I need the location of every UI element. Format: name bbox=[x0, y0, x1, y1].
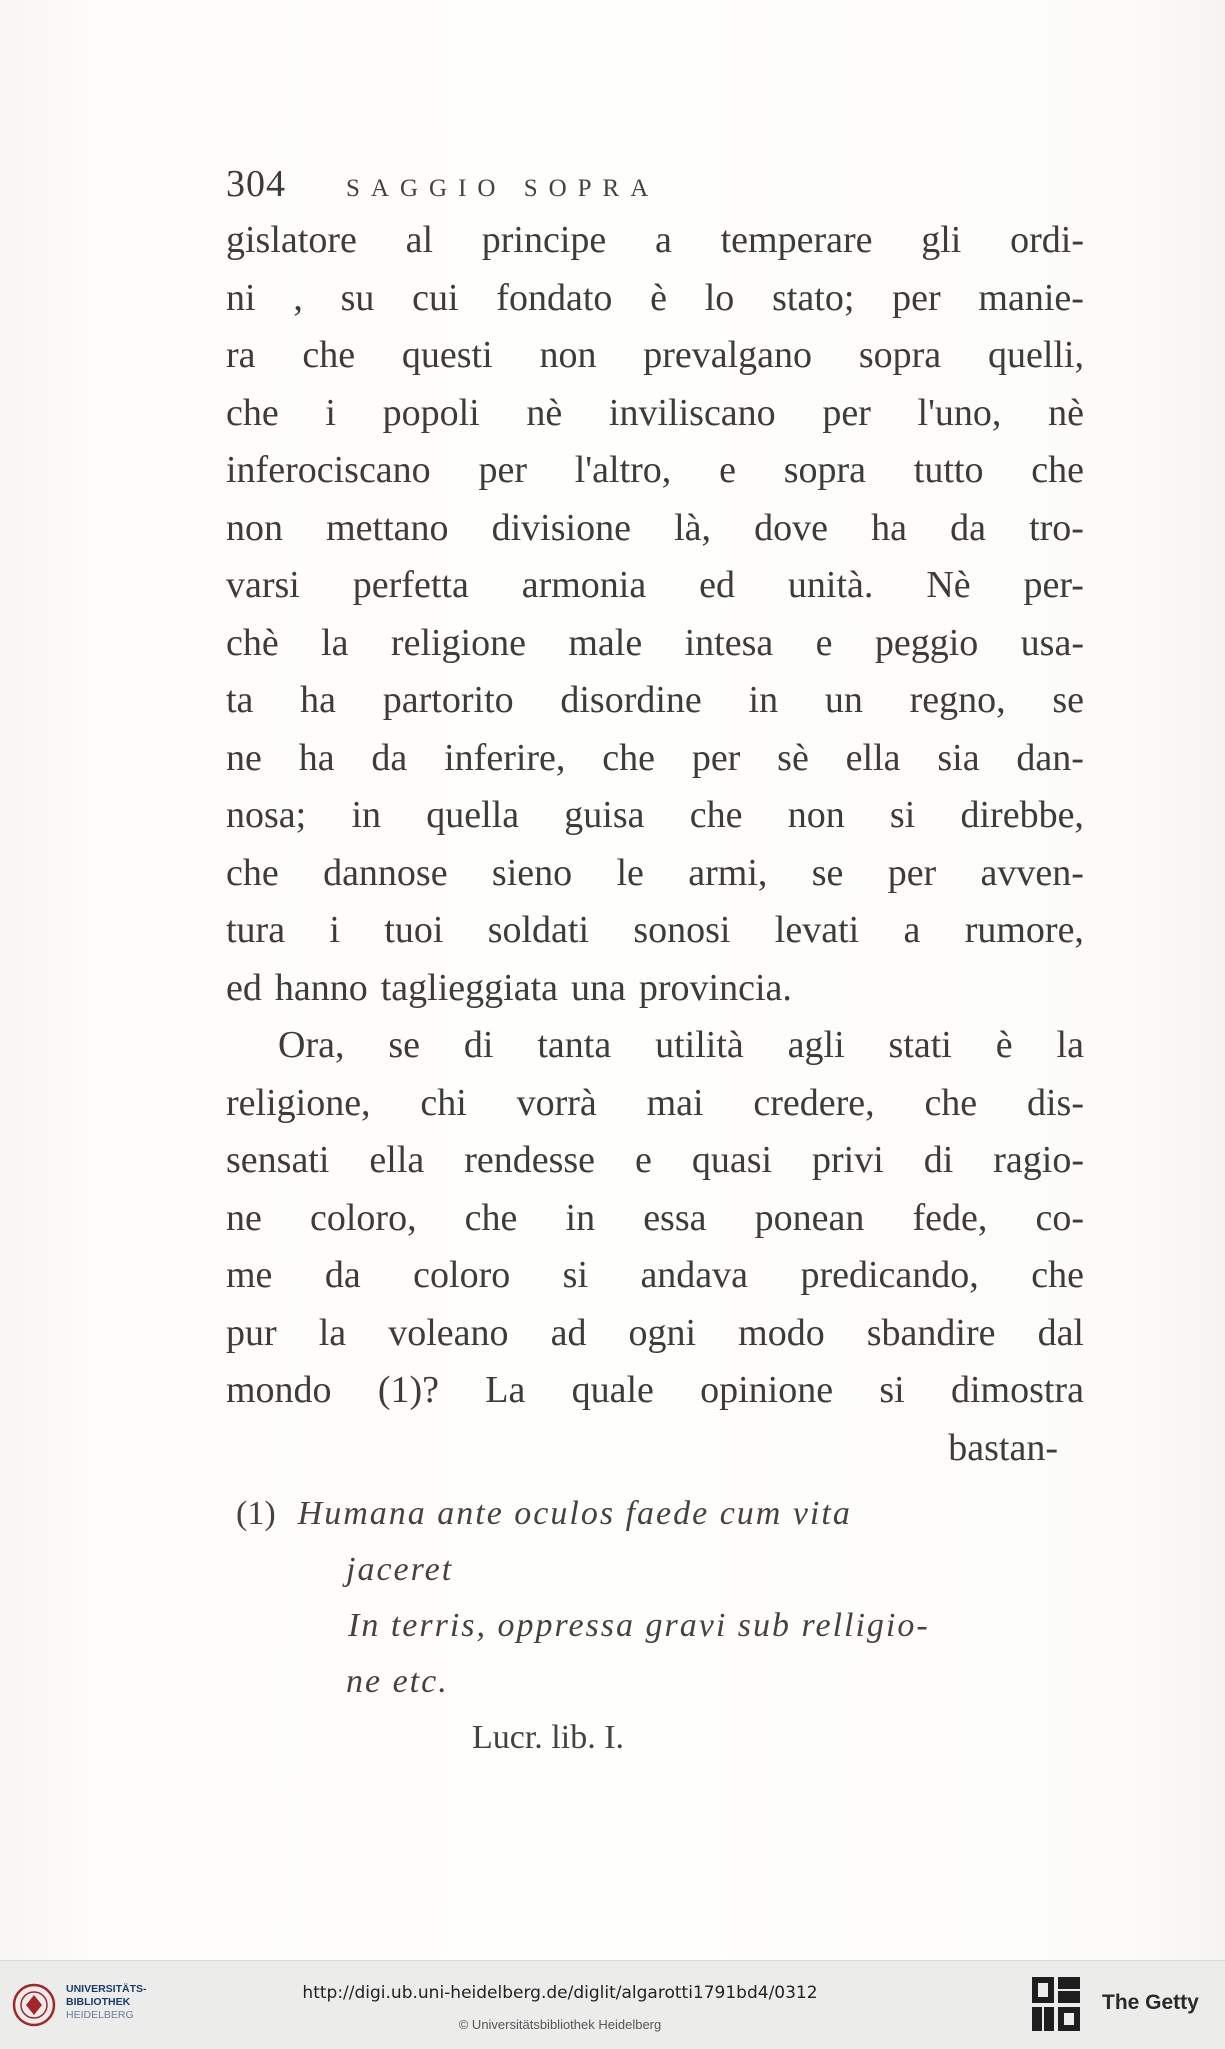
word: nè bbox=[526, 391, 563, 434]
word: agli bbox=[787, 1024, 845, 1066]
word: ed bbox=[699, 564, 736, 606]
word: inferire, bbox=[444, 736, 566, 779]
running-head bbox=[226, 162, 1084, 218]
university-seal-icon bbox=[12, 1983, 56, 2027]
word: partorito bbox=[382, 679, 514, 721]
word: perfetta bbox=[352, 564, 469, 606]
word: male bbox=[568, 621, 643, 664]
word: dove bbox=[754, 506, 828, 549]
word: sopra bbox=[783, 449, 867, 491]
word: lo bbox=[704, 276, 735, 319]
word: popoli bbox=[382, 391, 480, 434]
word: disordine bbox=[560, 679, 702, 721]
word: principe bbox=[481, 219, 607, 261]
word: rumore, bbox=[964, 909, 1084, 951]
word: al bbox=[405, 219, 434, 261]
word: stati bbox=[888, 1024, 952, 1066]
word: per bbox=[478, 449, 527, 491]
partner-name: The Getty bbox=[1102, 1991, 1199, 2014]
word: tro- bbox=[1029, 506, 1084, 549]
footnote-text: Humana ante oculos faede cum vita bbox=[297, 1495, 852, 1532]
word: per bbox=[892, 276, 941, 319]
word: inferociscano bbox=[226, 449, 431, 491]
text-line bbox=[226, 1132, 1084, 1190]
word: mondo bbox=[226, 1369, 332, 1411]
word: un bbox=[824, 679, 863, 721]
word: dal bbox=[1037, 1311, 1084, 1354]
word: per bbox=[691, 736, 741, 779]
footnote bbox=[236, 1486, 1086, 1766]
word: varsi bbox=[226, 564, 300, 606]
word: provincia. bbox=[638, 966, 792, 1009]
page-number: 304 bbox=[226, 163, 286, 205]
running-title: SAGGIO SOPRA bbox=[346, 175, 660, 202]
word: che bbox=[302, 334, 356, 376]
word: tura bbox=[226, 909, 286, 951]
word: hanno bbox=[274, 966, 368, 1009]
word: mai bbox=[646, 1081, 704, 1124]
word: religione, bbox=[226, 1081, 371, 1124]
word: sbandire bbox=[866, 1311, 996, 1354]
text-line bbox=[226, 270, 1084, 328]
text-line bbox=[226, 212, 1084, 270]
text-line bbox=[226, 787, 1084, 845]
word: unità. bbox=[787, 564, 874, 606]
word: non bbox=[226, 506, 283, 549]
word: la bbox=[1056, 1024, 1084, 1066]
text-line bbox=[226, 1247, 1084, 1305]
word: prevalgano bbox=[643, 334, 813, 376]
word: ha bbox=[300, 679, 337, 721]
word: da bbox=[324, 1254, 361, 1296]
word: ed bbox=[226, 966, 262, 1009]
word: me bbox=[226, 1254, 273, 1296]
word: predicando, bbox=[800, 1254, 979, 1296]
word: dan- bbox=[1016, 736, 1084, 779]
word: essa bbox=[643, 1196, 707, 1239]
word: si bbox=[889, 794, 916, 836]
footnote-mark: (1) bbox=[236, 1495, 276, 1532]
word: rendesse bbox=[464, 1139, 596, 1181]
text-line bbox=[226, 672, 1084, 730]
word: temperare bbox=[720, 219, 873, 261]
word: usa- bbox=[1020, 621, 1084, 664]
word: che bbox=[1031, 449, 1084, 491]
word: gislatore bbox=[226, 219, 357, 261]
footnote-line bbox=[236, 1654, 1086, 1710]
word: che bbox=[602, 736, 655, 779]
footnote-line bbox=[236, 1598, 1086, 1654]
word: peggio bbox=[874, 621, 979, 664]
word: e bbox=[815, 621, 833, 664]
word: in bbox=[565, 1196, 596, 1239]
word: che bbox=[464, 1196, 518, 1239]
text-line bbox=[226, 327, 1084, 385]
text-line bbox=[226, 730, 1084, 788]
footnote-line bbox=[236, 1486, 1086, 1542]
word: credere, bbox=[753, 1081, 875, 1124]
word: in bbox=[351, 794, 381, 836]
word: ella bbox=[369, 1139, 425, 1181]
word: Nè bbox=[926, 564, 971, 606]
word: coloro bbox=[413, 1254, 511, 1296]
word: direbbe, bbox=[960, 794, 1084, 836]
word: coloro, bbox=[309, 1196, 417, 1239]
word: da bbox=[371, 736, 408, 779]
word: La bbox=[485, 1369, 526, 1411]
text-line bbox=[226, 500, 1084, 558]
word: l'uno, bbox=[917, 391, 1002, 434]
word: dannose bbox=[323, 851, 448, 894]
word: l'altro, bbox=[574, 449, 672, 491]
word: su bbox=[340, 276, 375, 319]
word: (1)? bbox=[377, 1369, 439, 1411]
word: armonia bbox=[521, 564, 647, 606]
word: ordi- bbox=[1010, 219, 1084, 261]
word: di bbox=[463, 1024, 494, 1066]
word: ogni bbox=[628, 1311, 697, 1354]
word: ra bbox=[226, 334, 256, 376]
word: sia bbox=[937, 736, 980, 779]
word: ad bbox=[550, 1311, 587, 1354]
text-line bbox=[226, 557, 1084, 615]
word: i bbox=[329, 909, 340, 951]
word: nè bbox=[1048, 391, 1084, 434]
word: soldati bbox=[487, 909, 590, 951]
text-line bbox=[226, 1075, 1084, 1133]
getty-logo-icon bbox=[1030, 1975, 1082, 2033]
footnote-line bbox=[236, 1542, 1086, 1598]
word: per bbox=[822, 391, 871, 434]
footnote-source-text: Lucr. lib. I. bbox=[472, 1719, 625, 1756]
text-line bbox=[226, 1017, 1084, 1075]
word: i bbox=[325, 391, 336, 434]
viewer-footer bbox=[0, 1960, 1225, 2049]
word: questi bbox=[401, 334, 493, 376]
word: inviliscano bbox=[608, 391, 776, 434]
word: le bbox=[616, 851, 644, 894]
word: sonosi bbox=[633, 909, 731, 951]
word: ta bbox=[226, 679, 254, 721]
word: a bbox=[903, 909, 921, 951]
word: se bbox=[388, 1024, 421, 1066]
word: una bbox=[571, 966, 626, 1009]
word: è bbox=[650, 276, 667, 319]
word: la bbox=[318, 1311, 347, 1354]
catchword: bastan- bbox=[948, 1426, 1058, 1469]
word: cui bbox=[412, 276, 459, 319]
body-text bbox=[226, 212, 1084, 1477]
copyright-notice: © Universitätsbibliothek Heidelberg bbox=[458, 2017, 662, 2032]
footnote-text: ne etc. bbox=[346, 1663, 449, 1700]
word: tutto bbox=[913, 449, 984, 491]
text-line bbox=[226, 442, 1084, 500]
word: che bbox=[1031, 1254, 1084, 1296]
word: quella bbox=[426, 794, 520, 836]
word: pur bbox=[226, 1311, 277, 1354]
word: ne bbox=[226, 1196, 262, 1239]
word: avven- bbox=[980, 851, 1084, 894]
word: voleano bbox=[388, 1311, 509, 1354]
word: da bbox=[950, 506, 986, 549]
word: che bbox=[689, 794, 743, 836]
library-name: UNIVERSITÄTS- BIBLIOTHEK HEIDELBERG bbox=[66, 1983, 147, 2021]
word: si bbox=[879, 1369, 905, 1411]
word: la bbox=[321, 621, 349, 664]
word: e bbox=[719, 449, 736, 491]
text-line bbox=[226, 902, 1084, 960]
text-line bbox=[226, 960, 1084, 1018]
word: di bbox=[923, 1139, 954, 1181]
word: chi bbox=[420, 1081, 467, 1124]
text-line bbox=[226, 845, 1084, 903]
word: per bbox=[887, 851, 937, 894]
word: sensati bbox=[226, 1139, 330, 1181]
word: andava bbox=[640, 1254, 749, 1296]
word: ella bbox=[845, 736, 901, 779]
text-line bbox=[226, 1190, 1084, 1248]
word: dis- bbox=[1026, 1081, 1084, 1124]
text-line bbox=[226, 1362, 1084, 1420]
word: ha bbox=[871, 506, 907, 549]
word: manie- bbox=[978, 276, 1084, 319]
word: è bbox=[995, 1024, 1013, 1066]
word: là, bbox=[674, 506, 711, 549]
word: co- bbox=[1035, 1196, 1084, 1239]
word: regno, bbox=[909, 679, 1006, 721]
word: privi bbox=[812, 1139, 884, 1181]
word: intesa bbox=[684, 621, 774, 664]
word: sè bbox=[777, 736, 809, 779]
word: non bbox=[787, 794, 845, 836]
word: quasi bbox=[691, 1139, 773, 1181]
footnote-text: jaceret bbox=[346, 1551, 454, 1588]
text-line bbox=[226, 385, 1084, 443]
word: fede, bbox=[912, 1196, 988, 1239]
word: utilità bbox=[655, 1024, 744, 1066]
word: dimostra bbox=[950, 1369, 1084, 1411]
word: mettano bbox=[326, 506, 449, 549]
word: vorrà bbox=[516, 1081, 597, 1124]
text-line bbox=[226, 1305, 1084, 1363]
word: ne bbox=[226, 736, 262, 779]
word: si bbox=[562, 1254, 589, 1296]
word: ragio- bbox=[993, 1139, 1084, 1181]
catchword-line bbox=[226, 1420, 1084, 1478]
word: che bbox=[226, 851, 279, 894]
word: modo bbox=[738, 1311, 825, 1354]
permalink-url[interactable]: http://digi.ub.uni-heidelberg.de/diglit/algarotti1791bd4/0312 bbox=[302, 1983, 818, 2003]
word: se bbox=[1052, 679, 1084, 721]
word: levati bbox=[774, 909, 860, 951]
word: sieno bbox=[491, 851, 573, 894]
word: ponean bbox=[754, 1196, 865, 1239]
word: non bbox=[539, 334, 597, 376]
word: ni bbox=[226, 276, 256, 319]
word: se bbox=[811, 851, 844, 894]
word: in bbox=[748, 679, 779, 721]
word: gli bbox=[921, 219, 962, 261]
footnote-source bbox=[236, 1710, 1086, 1766]
word: religione bbox=[390, 621, 526, 664]
word: , bbox=[293, 276, 303, 319]
word: sopra bbox=[858, 334, 942, 376]
word: ha bbox=[298, 736, 335, 779]
word: quale bbox=[571, 1369, 654, 1411]
word: a bbox=[655, 219, 672, 261]
word: divisione bbox=[491, 506, 631, 549]
word: stato; bbox=[772, 276, 855, 319]
word: taglieggiata bbox=[380, 966, 559, 1009]
word: e bbox=[635, 1139, 652, 1181]
word: che bbox=[924, 1081, 978, 1124]
footnote-text: In terris, oppressa gravi sub relligio- bbox=[348, 1607, 930, 1644]
word: opinione bbox=[700, 1369, 834, 1411]
word: nosa; bbox=[226, 794, 307, 836]
word: quelli, bbox=[987, 334, 1084, 376]
word: Ora, bbox=[278, 1024, 345, 1066]
word: che bbox=[226, 391, 279, 434]
text-line bbox=[226, 615, 1084, 673]
word: fondato bbox=[496, 276, 613, 319]
word: chè bbox=[226, 621, 279, 664]
word: tuoi bbox=[384, 909, 444, 951]
word: guisa bbox=[564, 794, 645, 836]
word: per- bbox=[1023, 564, 1084, 606]
word: tanta bbox=[537, 1024, 612, 1066]
word: armi, bbox=[688, 851, 768, 894]
